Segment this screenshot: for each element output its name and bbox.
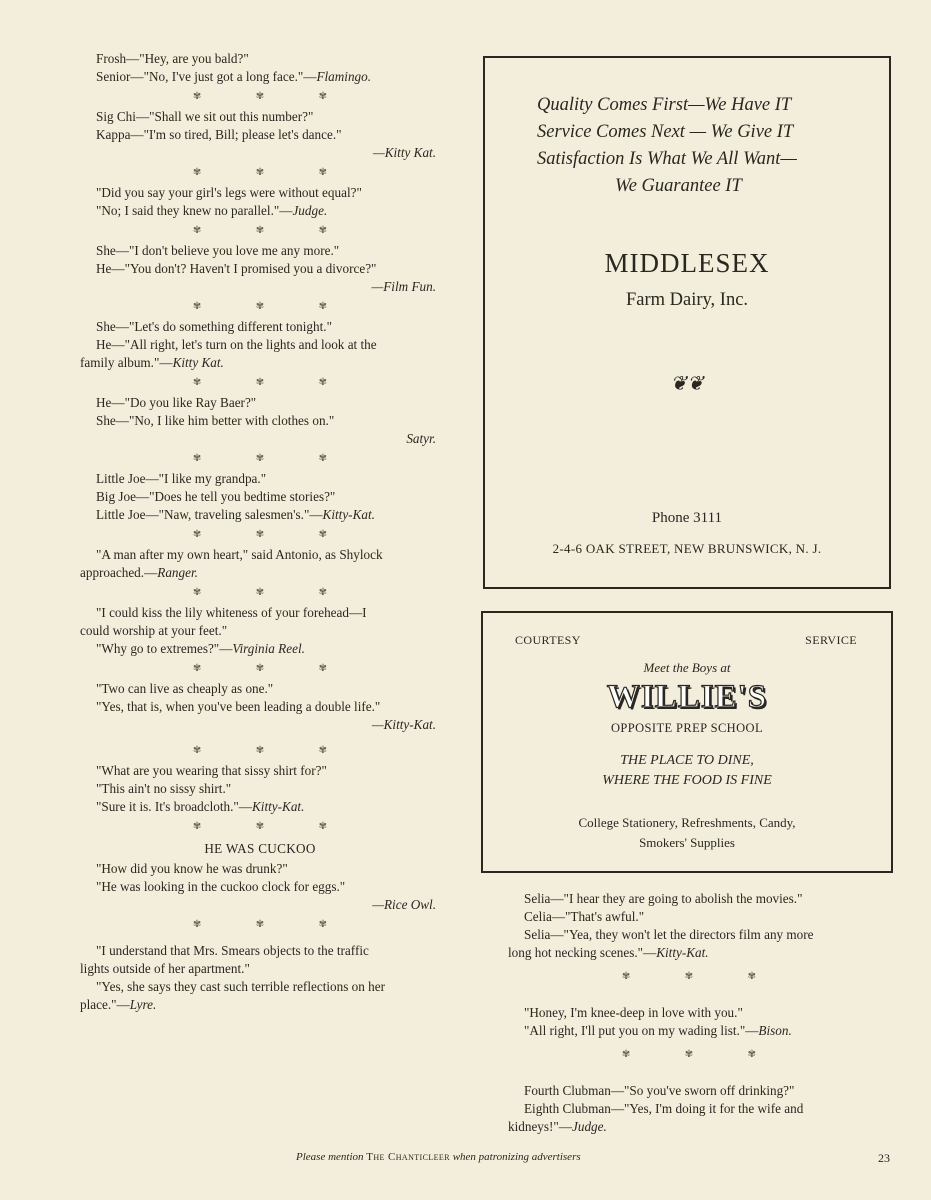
joke-9 xyxy=(80,604,440,658)
joke-7 xyxy=(80,470,440,524)
slogan-line: Satisfaction Is What We All Want— xyxy=(537,149,797,169)
page-number: 23 xyxy=(878,1151,890,1165)
slogan-line: We Guarantee IT xyxy=(615,176,742,196)
joke-line: Big Joe—"Does he tell you bedtime stories?" xyxy=(96,489,336,504)
joke-line: Little Joe—"I like my grandpa." xyxy=(96,471,267,486)
slogan-line: Service Comes Next — We Give IT xyxy=(537,122,794,142)
joke-smears xyxy=(80,942,440,1014)
joke-10 xyxy=(80,680,440,734)
joke-source: Virginia Reel. xyxy=(232,641,305,656)
middlesex-subtitle: Farm Dairy, Inc. xyxy=(625,290,749,310)
joke-source: —Film Fun. xyxy=(371,279,436,294)
joke-source: Lyre. xyxy=(129,997,157,1012)
joke-line: "No; I said they knew no parallel."— xyxy=(96,203,293,218)
joke-line: "Honey, I'm knee-deep in love with you." xyxy=(524,1005,743,1020)
joke-8 xyxy=(80,546,440,582)
joke-5 xyxy=(80,318,440,372)
joke-honey xyxy=(508,1004,870,1040)
joke-line: Fourth Clubman—"So you've sworn off drinking?" xyxy=(524,1083,795,1098)
joke-line: kidneys!"— xyxy=(508,1119,572,1134)
separator: ✾ ✾ ✾ xyxy=(192,529,354,540)
footer-text: when patronizing advertisers xyxy=(449,1151,581,1163)
joke-source: Kitty Kat. xyxy=(172,355,224,370)
joke-source: Flamingo. xyxy=(316,69,372,84)
joke-line: Eighth Clubman—"Yes, I'm doing it for the wife and xyxy=(524,1101,804,1116)
joke-2 xyxy=(80,108,440,162)
joke-source: Judge. xyxy=(572,1119,607,1134)
joke-line: Selia—"Yea, they won't let the directors film any more xyxy=(524,927,814,942)
joke-clubman xyxy=(508,1082,870,1136)
joke-line: "Yes, she says they cast such terrible reflections on her xyxy=(96,979,385,994)
joke-line: lights outside of her apartment." xyxy=(80,961,250,976)
separator: ✾ ✾ ✾ xyxy=(192,225,354,236)
joke-source: Kitty-Kat. xyxy=(252,799,305,814)
separator: ✾ ✾ ✾ xyxy=(192,663,354,674)
joke-line: could worship at your feet." xyxy=(80,623,228,638)
separator: ✾ ✾ ✾ xyxy=(192,919,354,930)
joke-source: —Kitty-Kat. xyxy=(371,717,436,732)
joke-line: He—"All right, let's turn on the lights and look at the xyxy=(96,337,377,352)
joke-line: Kappa—"I'm so tired, Bill; please let's dance." xyxy=(96,127,342,142)
joke-line: He—"You don't? Haven't I promised you a divorce?" xyxy=(96,261,377,276)
separator: ✾ ✾ ✾ xyxy=(192,587,354,598)
joke-line: Sig Chi—"Shall we sit out this number?" xyxy=(96,109,314,124)
slogan-line: WHERE THE FOOD IS FINE xyxy=(602,773,772,788)
middlesex-phone: Phone 3111 xyxy=(651,510,723,526)
joke-line: She—"I don't believe you love me any more." xyxy=(96,243,340,258)
joke-source: Judge. xyxy=(292,203,328,218)
slogan-line: THE PLACE TO DINE, xyxy=(620,753,754,768)
joke-line: "How did you know he was drunk?" xyxy=(96,861,288,876)
joke-source: Ranger. xyxy=(157,565,198,580)
joke-source: Bison. xyxy=(758,1023,792,1038)
willies-goods xyxy=(483,813,891,853)
willies-service-tag: SERVICE xyxy=(805,633,857,647)
willies-courtesy-tag: COURTESY xyxy=(515,633,581,647)
separator: ✾ ✾ ✾ xyxy=(192,453,354,464)
joke-3 xyxy=(80,184,440,220)
joke-line: Selia—"I hear they are going to abolish the movies." xyxy=(524,891,803,906)
slogan-line: Quality Comes First—We Have IT xyxy=(537,95,792,115)
joke-cuckoo xyxy=(80,860,440,914)
separator: ✾ ✾ ✾ xyxy=(192,821,354,832)
joke-line: Frosh—"Hey, are you bald?" xyxy=(96,51,249,66)
joke-source: Kitty-Kat. xyxy=(656,945,709,960)
joke-source: —Kitty Kat. xyxy=(372,145,436,160)
joke-line: "This ain't no sissy shirt." xyxy=(96,781,232,796)
joke-line: "He was looking in the cuckoo clock for eggs." xyxy=(96,879,346,894)
separator: ✾ ✾ ✾ xyxy=(192,301,354,312)
middlesex-brand: MIDDLESEX xyxy=(604,248,770,278)
joke-line: Celia—"That's awful." xyxy=(524,909,645,924)
willies-brand: WILLIE'S xyxy=(606,679,768,715)
right-column xyxy=(508,890,870,1136)
willies-meet: Meet the Boys at xyxy=(643,660,731,675)
joke-line: He—"Do you like Ray Baer?" xyxy=(96,395,257,410)
footer-text: Please mention xyxy=(296,1151,367,1163)
separator: ✾ ✾ ✾ xyxy=(192,91,354,102)
separator: ✾ ✾ ✾ xyxy=(621,1049,783,1060)
middlesex-slogan xyxy=(537,92,867,200)
joke-line: Senior—"No, I've just got a long face."— xyxy=(96,69,317,84)
separator: ✾ ✾ ✾ xyxy=(192,167,354,178)
joke-source: —Rice Owl. xyxy=(372,897,436,912)
joke-line: She—"Let's do something different tonight." xyxy=(96,319,332,334)
footer-note xyxy=(296,1151,581,1163)
joke-line: "All right, I'll put you on my wading list."— xyxy=(524,1023,759,1038)
joke-line: "Why go to extremes?"— xyxy=(96,641,233,656)
separator: ✾ ✾ ✾ xyxy=(192,745,354,756)
joke-source: Satyr. xyxy=(406,431,436,446)
ornament-icon: ❦❦ xyxy=(670,373,704,395)
joke-line: "I could kiss the lily whiteness of your forehead—I xyxy=(96,605,367,620)
middlesex-ad xyxy=(483,56,891,589)
joke-1 xyxy=(80,50,440,86)
joke-line: approached.— xyxy=(80,565,158,580)
joke-line: "Sure it is. It's broadcloth."— xyxy=(96,799,252,814)
goods-line: Smokers' Supplies xyxy=(639,835,735,850)
cuckoo-heading: HE WAS CUCKOO xyxy=(204,841,316,856)
joke-line: long hot necking scenes."— xyxy=(508,945,657,960)
joke-line: "Did you say your girl's legs were without equal?" xyxy=(96,185,362,200)
joke-selia xyxy=(508,890,870,962)
willies-location: OPPOSITE PREP SCHOOL xyxy=(610,721,763,735)
joke-line: place."— xyxy=(80,997,130,1012)
separator: ✾ ✾ ✾ xyxy=(621,971,783,982)
willies-slogan xyxy=(483,751,891,791)
joke-line: She—"No, I like him better with clothes on." xyxy=(96,413,335,428)
joke-line: "What are you wearing that sissy shirt for?" xyxy=(96,763,327,778)
joke-line: "Yes, that is, when you've been leading a double life." xyxy=(96,699,381,714)
middlesex-address: 2-4-6 OAK STREET, NEW BRUNSWICK, N. J. xyxy=(552,541,822,556)
joke-4 xyxy=(80,242,440,296)
joke-source: Kitty-Kat. xyxy=(322,507,375,522)
goods-line: College Stationery, Refreshments, Candy, xyxy=(578,815,796,830)
joke-line: "Two can live as cheaply as one." xyxy=(96,681,274,696)
willies-ad xyxy=(481,611,893,873)
joke-line: Little Joe—"Naw, traveling salesmen's."— xyxy=(96,507,323,522)
publication-name: The Chanticleer xyxy=(366,1151,450,1163)
joke-line: "I understand that Mrs. Smears objects to the traffic xyxy=(96,943,369,958)
joke-line: "A man after my own heart," said Antonio, as Shylock xyxy=(96,547,383,562)
joke-6 xyxy=(80,394,440,448)
separator: ✾ ✾ ✾ xyxy=(192,377,354,388)
left-column xyxy=(80,50,440,1014)
joke-line: family album."— xyxy=(80,355,173,370)
joke-11 xyxy=(80,762,440,816)
